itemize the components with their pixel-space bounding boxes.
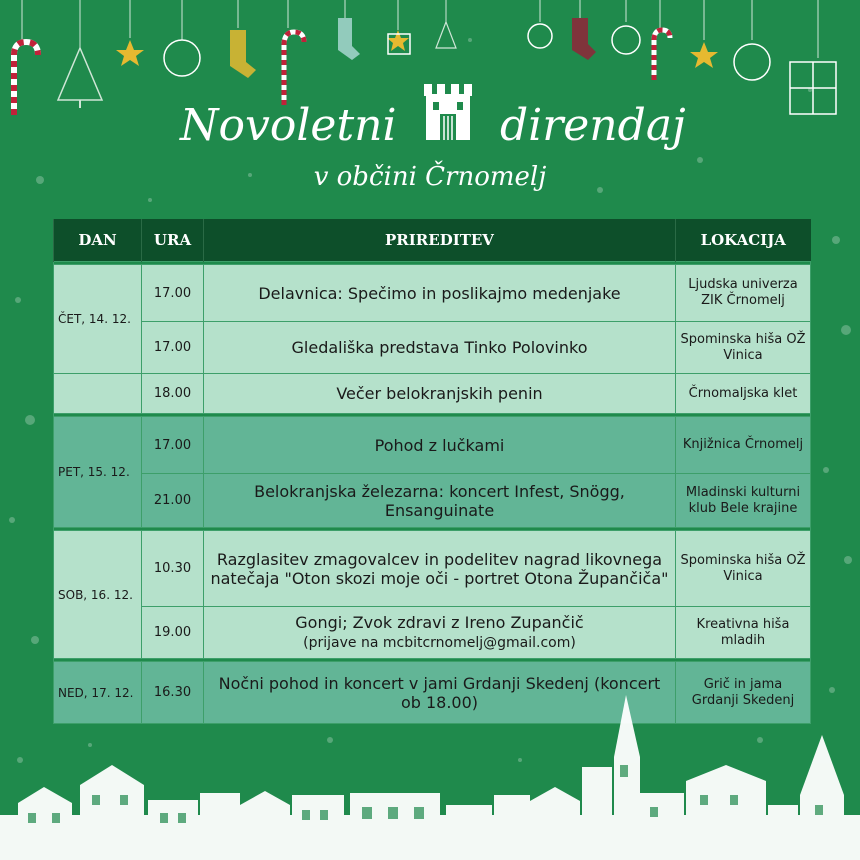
- event-note: (prijave na mcbitcrnomelj@gmail.com): [303, 634, 576, 651]
- header-time: URA: [142, 219, 204, 262]
- day-cell: PET, 15. 12.: [54, 417, 142, 528]
- location-cell: Spominska hiša OŽ Vinica: [676, 531, 811, 607]
- schedule-table: [53, 219, 811, 724]
- time-cell: 16.30: [142, 662, 204, 724]
- title-subtitle: v občini Črnomelj: [313, 162, 547, 192]
- time-cell: 17.00: [142, 417, 204, 474]
- time-cell: 17.00: [142, 322, 204, 374]
- location-cell: Ljudska univerza ZIK Črnomelj: [676, 265, 811, 322]
- location-cell: Grič in jama Grdanji Skedenj: [676, 662, 811, 724]
- time-cell: 10.30: [142, 531, 204, 607]
- day-cell: ČET, 14. 12.: [54, 265, 142, 374]
- table-row: [54, 417, 811, 474]
- castle-icon: [420, 80, 476, 142]
- event-cell: Nočni pohod in koncert v jami Grdanji Skedenj (koncert ob 18.00): [204, 662, 676, 724]
- time-cell: 17.00: [142, 265, 204, 322]
- title-block: [0, 88, 860, 208]
- title-part-1: Novoletni: [180, 100, 397, 151]
- table-row: [54, 474, 811, 528]
- header-day: DAN: [54, 219, 142, 262]
- location-cell: Črnomaljska klet: [676, 374, 811, 414]
- table-row: [54, 607, 811, 659]
- event-cell: Razglasitev zmagovalcev in podelitev nagrad likovnega natečaja "Oton skozi moje oči - portret Otona Župančiča": [204, 531, 676, 607]
- title-part-2: direndaj: [500, 100, 686, 151]
- town-silhouette: [0, 695, 860, 860]
- location-cell: Kreativna hiša mladih: [676, 607, 811, 659]
- header-event: PRIREDITEV: [204, 219, 676, 262]
- time-cell: 19.00: [142, 607, 204, 659]
- location-cell: Mladinski kulturni klub Bele krajine: [676, 474, 811, 528]
- event-cell: Belokranjska železarna: koncert Infest, Snögg, Ensanguinate: [204, 474, 676, 528]
- header-location: LOKACIJA: [676, 219, 811, 262]
- table-row: [54, 531, 811, 607]
- table-row: [54, 374, 811, 414]
- day-cell: SOB, 16. 12.: [54, 531, 142, 659]
- event-cell: Delavnica: Spečimo in poslikajmo medenjake: [204, 265, 676, 322]
- location-cell: Knjižnica Črnomelj: [676, 417, 811, 474]
- event-cell: [204, 607, 676, 659]
- event-cell: Gledališka predstava Tinko Polovinko: [204, 322, 676, 374]
- title-main: [180, 88, 686, 168]
- event-title: Gongi; Zvok zdravi z Ireno Zupančič: [295, 612, 584, 632]
- time-cell: 18.00: [142, 374, 204, 414]
- event-cell: Pohod z lučkami: [204, 417, 676, 474]
- location-cell: Spominska hiša OŽ Vinica: [676, 322, 811, 374]
- day-cell: NED, 17. 12.: [54, 662, 142, 724]
- table-header-row: [54, 219, 811, 262]
- day-cell: [54, 374, 142, 414]
- event-cell: Večer belokranjskih penin: [204, 374, 676, 414]
- table-row: [54, 322, 811, 374]
- table-row: [54, 265, 811, 322]
- time-cell: 21.00: [142, 474, 204, 528]
